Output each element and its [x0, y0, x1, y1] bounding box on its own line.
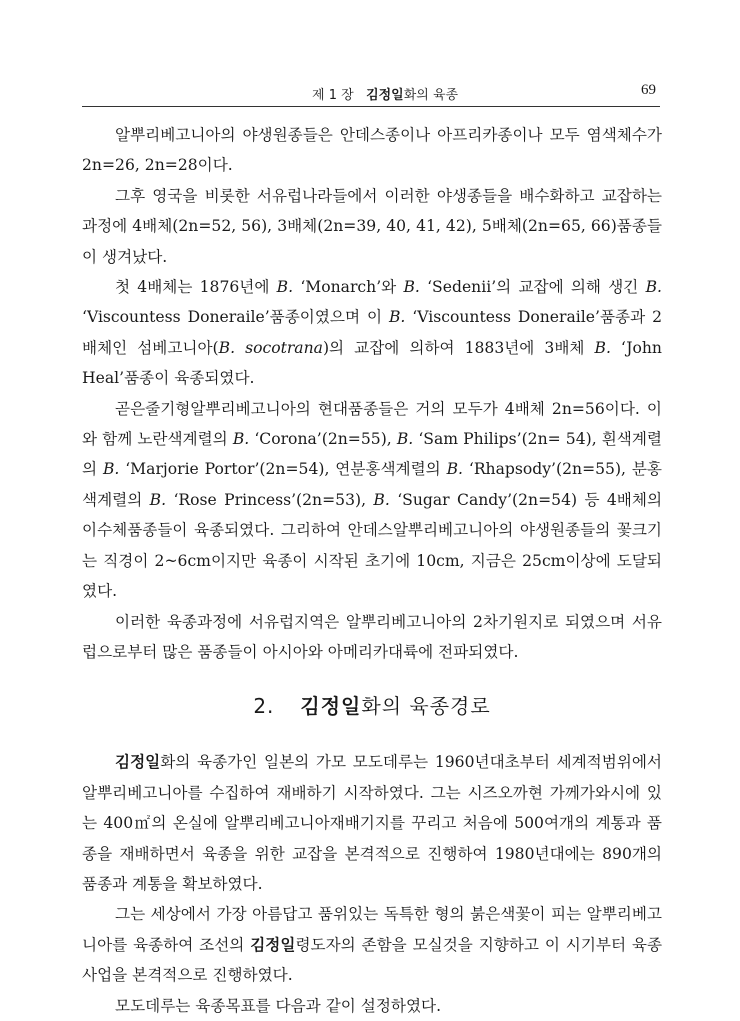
paragraph-7-text-a: 그는 세상에서 가장 아름답고 품위있는 독특한 형의 붉은색꽃이 피는 알뿌리베고니아를 육종하여 조선의: [82, 905, 662, 954]
paragraph-1: 알뿌리베고니아의 야생원종들은 안데스종이나 아프리카종이나 모두 염색체수가 2n=26, 2n=28이다.: [82, 126, 662, 175]
running-header: [82, 80, 660, 107]
paragraph-3: 첫 4배체는 1876년에 B. ‘Monarch’와 B. ‘Sedenii’의 교잡에 의해 생긴 B. ‘Viscountess Doneraile’품종이였으며 이 B. ‘Viscountess Doneraile’품종과 2배체인 섬베고니아(B. socotrana)의 교잡에 의하여 1883년에 3배체 B. ‘John Heal’품종이 육종되였다.: [82, 278, 662, 388]
paragraph-7: [82, 899, 662, 990]
section-number: 2.: [253, 694, 275, 719]
header-name-bold: 김정일: [366, 88, 404, 103]
section-title-rest: 화의 육종경로: [361, 694, 491, 719]
paragraph-5: 이러한 육종과정에 서유럽지역은 알뿌리베고니아의 2차기원지로 되였으며 서유럽으로부터 많은 품종들이 아시아와 아메리카대륙에 전파되였다.: [82, 612, 662, 661]
paragraph-6-name-bold: 김정일: [115, 753, 161, 772]
paragraph-8: 모도데루는 육종목표를 다음과 같이 설정하였다.: [115, 996, 442, 1015]
paragraph-4: 곧은줄기형알뿌리베고니아의 현대품종들은 거의 모두가 4배체 2n=56이다. 이와 함께 노란색계렬의 B. ‘Corona’(2n=55), B. ‘Sam Philips’(2n= 54), 흰색계렬의 B. ‘Marjorie Portor’(2n=54), 연분홍색계렬의 B. ‘Rhapsody’(2n=55), 분홍색계렬의 B. ‘Rose Princess’(2n=53), B. ‘Sugar Candy’(2n=54) 등 4배체의 이수체품종들이 육종되였다. 그리하여 안데스알뿌리베고니아의 야생원종들의 꽃크기는 직경이 2~6cm이지만 육종이 시작된 초기에 10cm, 지금은 25cm이상에 도달되였다.: [82, 399, 663, 601]
paragraph-6-text: 화의 육종가인 일본의 가모 모도데루는 1960년대초부터 세계적범위에서 알뿌리베고니아를 수집하여 재배하기 시작하였다. 그는 시즈오까현 가께가와시에 있는 400㎡의 온실에 알뿌리베고니아재배기지를 꾸리고 처음에 500여개의 계통과 품종을 재배하면서 육종을 위한 교잡을 본격적으로 진행하여 1980년대에는 890개의 품종과 계통을 확보하였다.: [82, 753, 662, 893]
chapter-label: 제 1 장: [312, 88, 354, 103]
paragraph-6: [82, 747, 662, 899]
paragraph-2: 그후 영국을 비롯한 서유럽나라들에서 이러한 야생종들을 배수화하고 교잡하는 과정에 4배체(2n=52, 56), 3배체(2n=39, 40, 41, 42), 5배체(2n=65, 66)품종들이 생겨났다.: [82, 186, 662, 266]
header-title-rest: 화의 육종: [403, 88, 459, 103]
paragraph-7-name-bold: 김정일: [250, 935, 296, 954]
section-name-bold: 김정일: [300, 694, 362, 719]
paragraph-7-text-b: 령도자의 존함을 모실것을 지향하고 이 시기부터 육종사업을 본격적으로 진행하였다.: [82, 935, 663, 985]
running-title: [312, 84, 458, 103]
section-heading: [82, 691, 662, 721]
page-number: 69: [641, 82, 656, 98]
body-text: [82, 120, 662, 1021]
